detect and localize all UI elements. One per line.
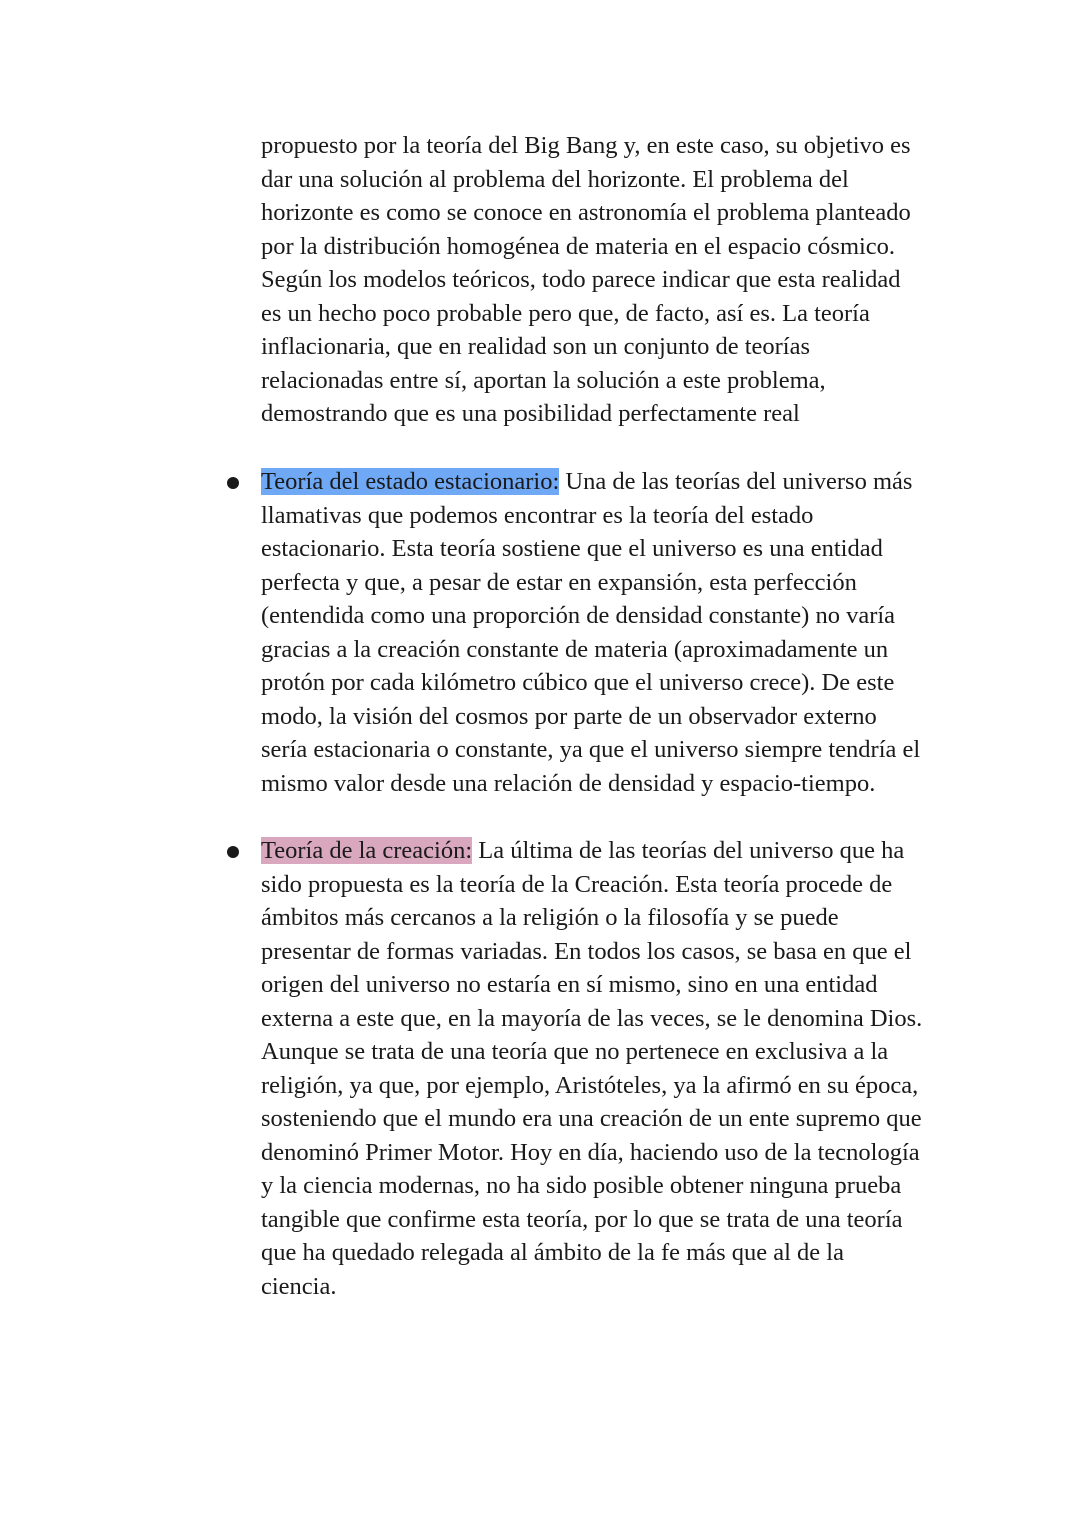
intro-line: por la distribución homogénea de materia en el espacio cósmico. — [261, 232, 896, 260]
intro-line: relacionadas entre sí, aportan la solución a este problema, — [261, 366, 826, 394]
bullet-creation — [227, 846, 239, 858]
steady-state-line: perfecta y que, a pesar de estar en expansión, esta perfección — [261, 568, 857, 596]
creation-paragraph — [261, 834, 961, 1303]
steady-state-line: sería estacionaria o constante, ya que el universo siempre tendría el — [261, 736, 921, 763]
intro-line: Según los modelos teóricos, todo parece indicar que esta realidad — [261, 266, 901, 293]
creation-line: denominó Primer Motor. Hoy en día, haciendo uso de la tecnología — [261, 1138, 920, 1166]
steady-state-paragraph — [261, 465, 961, 800]
steady-state-line: (entendida como una proporción de densidad constante) no varía — [261, 602, 896, 629]
creation-title: Teoría de la creación: — [261, 837, 473, 864]
steady-state-title: Teoría del estado estacionario: — [261, 468, 560, 495]
creation-line: que ha quedado relegada al ámbito de la fe más que al de la — [261, 1239, 844, 1266]
creation-line: sido propuesta es la teoría de la Creación. Esta teoría procede de — [261, 870, 893, 898]
steady-state-line: mismo valor desde una relación de densidad y espacio-tiempo. — [261, 769, 876, 797]
bullet-steady-state — [227, 477, 239, 489]
creation-line: y la ciencia modernas, no ha sido posible obtener ninguna prueba — [261, 1172, 902, 1199]
steady-state-line: gracias a la creación constante de materia (aproximadamente un — [261, 635, 889, 663]
steady-state-first-line-text: Una de las teorías del universo más — [559, 468, 913, 495]
intro-line: dar una solución al problema del horizonte. El problema del — [261, 165, 849, 193]
intro-line: horizonte es como se conoce en astronomía el problema planteado — [261, 199, 911, 226]
creation-line: religión, ya que, por ejemplo, Aristóteles, ya la afirmó en su época, — [261, 1071, 919, 1099]
steady-state-line: modo, la visión del cosmos por parte de un observador externo — [261, 702, 877, 730]
intro-line: inflacionaria, que en realidad son un conjunto de teorías — [261, 333, 811, 360]
creation-line: Aunque se trata de una teoría que no pertenece en exclusiva a la — [261, 1038, 889, 1065]
steady-state-line: llamativas que podemos encontrar es la teoría del estado — [261, 501, 814, 529]
creation-line: externa a este que, en la mayoría de las veces, se le denomina Dios. — [261, 1004, 923, 1032]
creation-line: tangible que confirme esta teoría, por lo que se trata de una teoría — [261, 1205, 903, 1233]
intro-line: demostrando que es una posibilidad perfectamente real — [261, 400, 800, 427]
creation-line: sosteniendo que el mundo era una creación de un ente supremo que — [261, 1105, 922, 1132]
creation-line: presentar de formas variadas. En todos los casos, se basa en que el — [261, 937, 912, 965]
steady-state-line: protón por cada kilómetro cúbico que el universo crece). De este — [261, 669, 895, 696]
intro-line: es un hecho poco probable pero que, de facto, así es. La teoría — [261, 299, 870, 327]
creation-first-line — [261, 834, 961, 868]
creation-line: origen del universo no estaría en sí mismo, sino en una entidad — [261, 971, 878, 998]
creation-line: ámbitos más cercanos a la religión o la filosofía y se puede — [261, 904, 839, 931]
intro-paragraph — [261, 129, 961, 431]
creation-line: ciencia. — [261, 1272, 337, 1300]
creation-first-line-text: La última de las teorías del universo que ha — [472, 837, 905, 864]
intro-line: propuesto por la teoría del Big Bang y, en este caso, su objetivo es — [261, 132, 911, 159]
steady-state-first-line — [261, 465, 961, 499]
steady-state-line: estacionario. Esta teoría sostiene que el universo es una entidad — [261, 535, 883, 562]
